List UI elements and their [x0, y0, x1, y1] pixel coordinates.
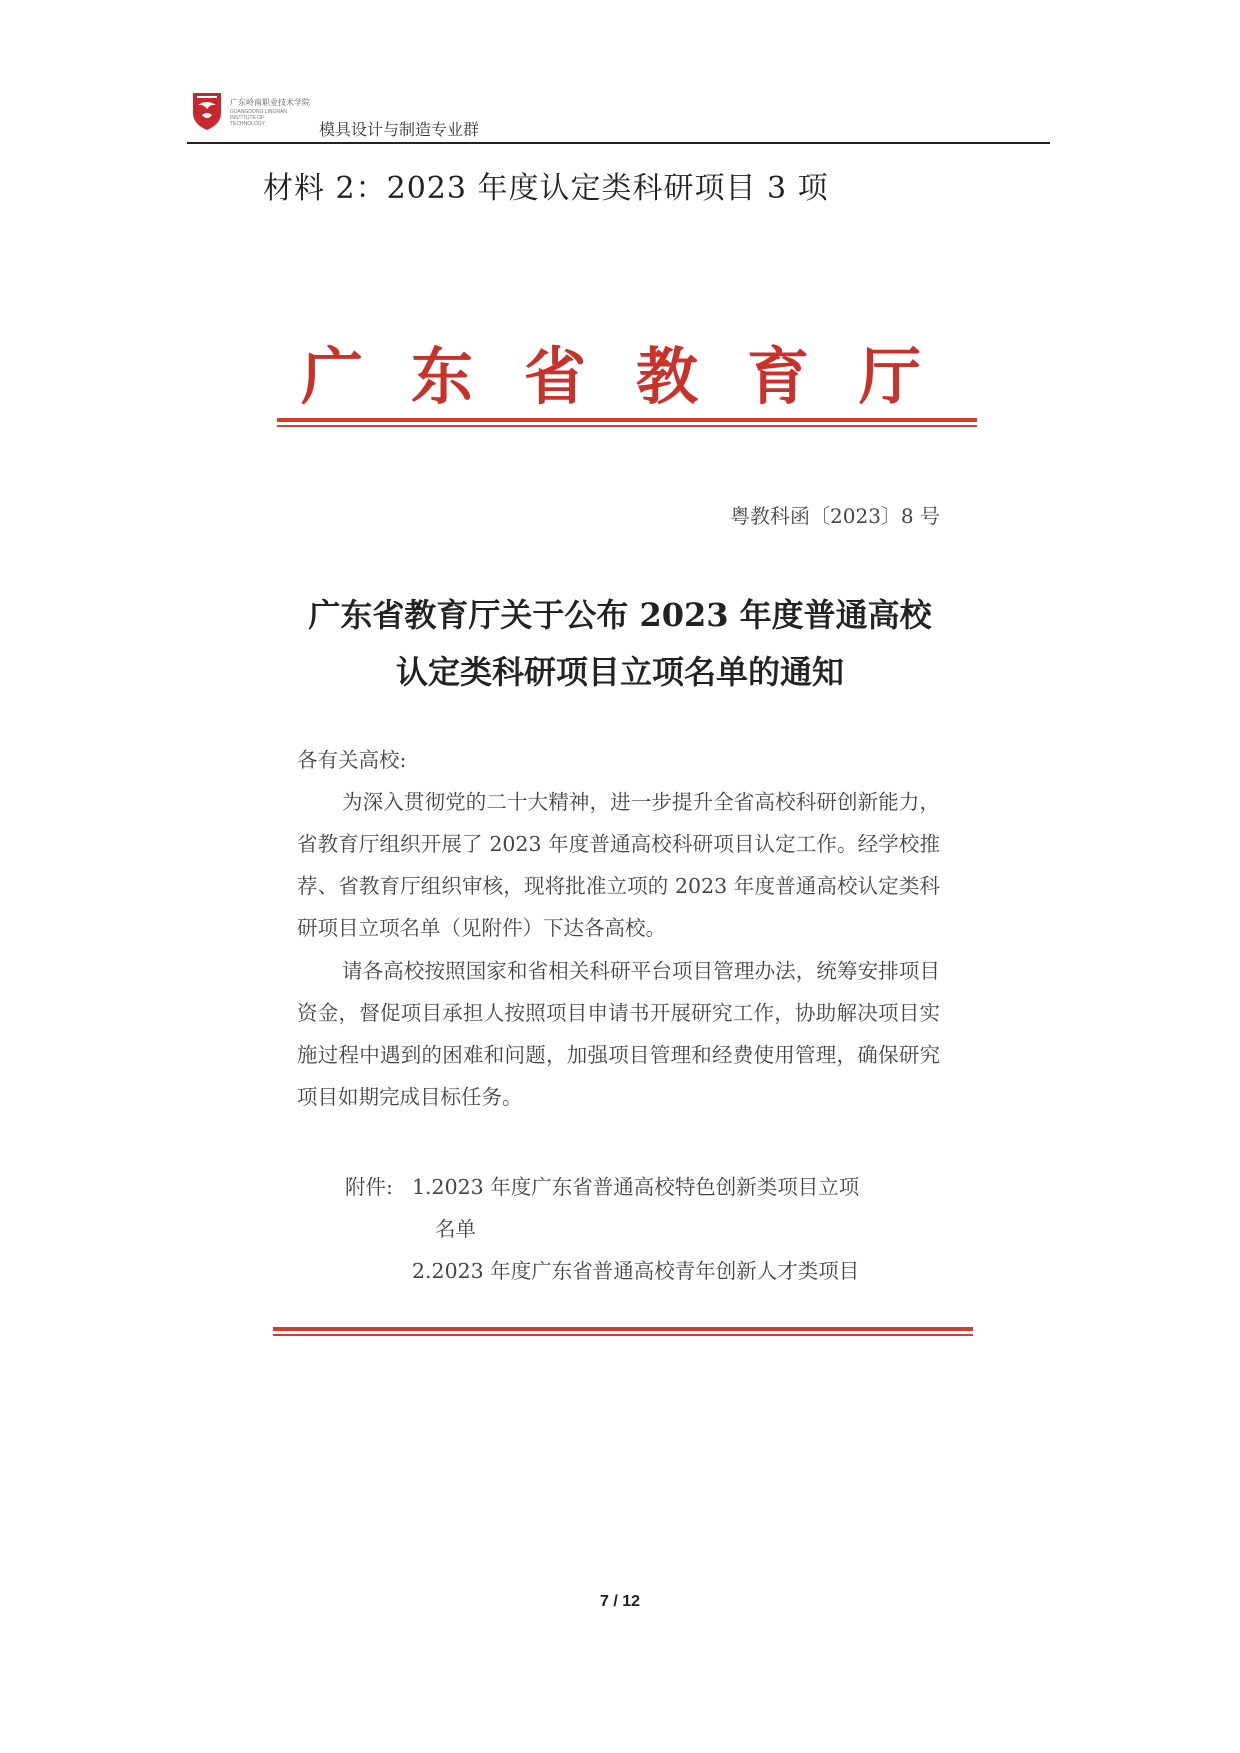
- school-name-cn: 广东岭南职业技术学院: [230, 98, 310, 107]
- footer-red-rule-thin: [273, 1334, 973, 1336]
- school-emblem-icon: [190, 91, 224, 131]
- material-title: 材料 2：2023 年度认定类科研项目 3 项: [263, 171, 829, 206]
- page-number: 7 / 12: [599, 1593, 641, 1610]
- attachment-2: 2.2023 年度广东省普通高校青年创新人才类项目: [412, 1259, 860, 1283]
- masthead-char: 省: [523, 340, 586, 413]
- attachment-1-line1: 1.2023 年度广东省普通高校特色创新类项目立项: [412, 1175, 860, 1199]
- masthead-char: 育: [746, 340, 809, 413]
- masthead-char: 广: [300, 340, 363, 413]
- notice-title-line1: 广东省教育厅关于公布 2023 年度普通高校: [308, 596, 932, 634]
- header-divider: [187, 142, 1050, 144]
- masthead-rule-thin: [277, 425, 977, 427]
- salutation: 各有关高校:: [297, 748, 407, 772]
- attachment-label: 附件:: [345, 1175, 393, 1199]
- attachment-1-line2: 名单: [435, 1217, 476, 1241]
- paragraph-2: 请各高校按照国家和省相关科研平台项目管理办法，统筹安排项目资金，督促项目承担人按照项目申请书开展研究工作，协助解决项目实施过程中遇到的困难和问题，加强项目管理和经费使用管理，确保研究项目如期完成目标任务。: [297, 959, 940, 1109]
- masthead-char: 厅: [858, 340, 921, 413]
- document-number: 粤教科函〔2023〕8 号: [730, 504, 940, 528]
- school-name-en: GUANGDONG LINGNAN INSTITUTE OF TECHNOLOGY: [230, 109, 287, 127]
- masthead-char: 东: [410, 340, 473, 413]
- footer-red-rule: [273, 1327, 973, 1331]
- department-name: 模具设计与制造专业群: [319, 120, 480, 139]
- masthead-char: 教: [635, 340, 698, 413]
- masthead-rule: [277, 418, 977, 422]
- paragraph-1: 为深入贯彻党的二十大精神，进一步提升全省高校科研创新能力，省教育厅组织开展了 2023 年度普通高校科研项目认定工作。经学校推荐、省教育厅组织审核，现将批准立项的 2023 年度普通高校认定类科研项目立项名单（见附件）下达各高校。: [297, 790, 940, 940]
- notice-title-line2: 认定类科研项目立项名单的通知: [395, 653, 844, 691]
